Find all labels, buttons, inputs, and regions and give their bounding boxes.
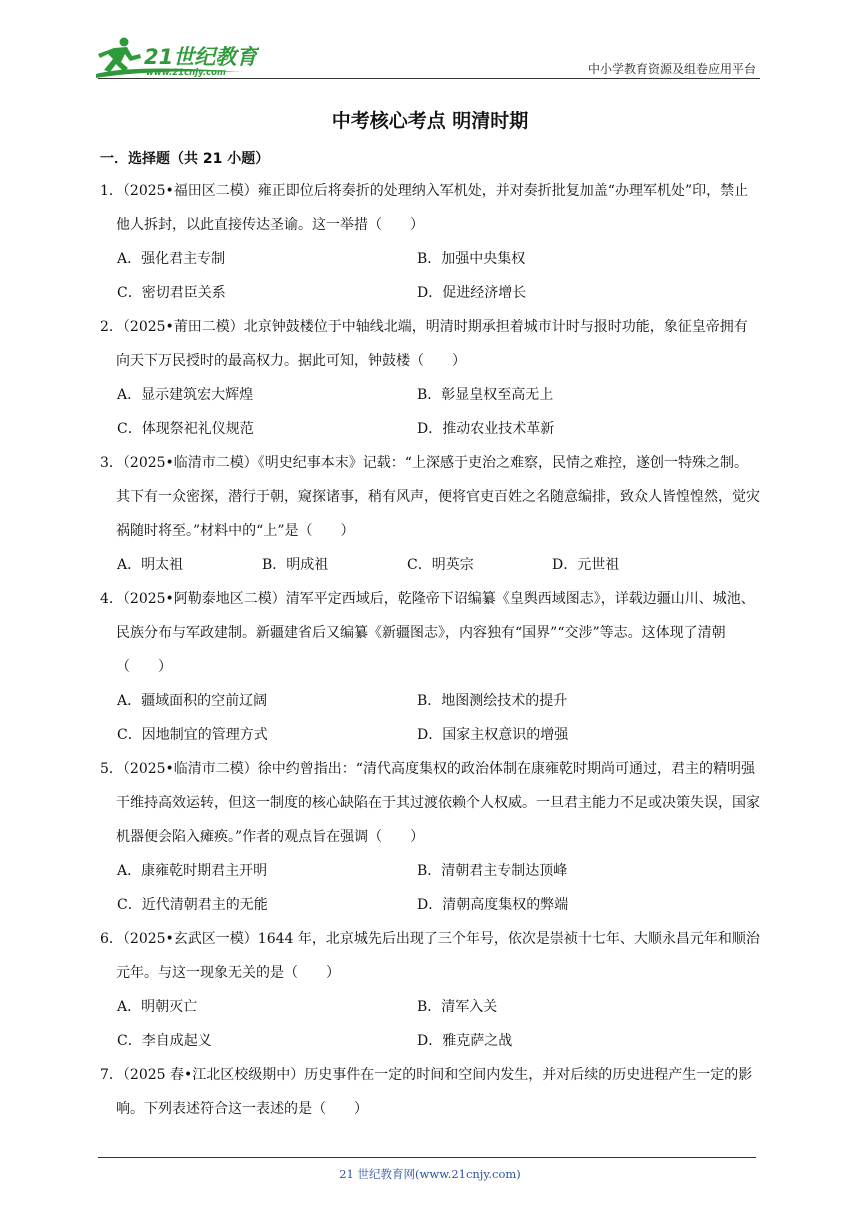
question-item [100, 922, 760, 1058]
answer-options [100, 990, 760, 1058]
answer-option[interactable]: C．李自成起义 [117, 1033, 212, 1049]
question-number: 7． [100, 1067, 123, 1083]
answer-option[interactable]: D．清朝高度集权的弊端 [417, 897, 569, 913]
question-stem [100, 922, 760, 990]
page-title: 中考核心考点 明清时期 [331, 110, 529, 132]
question-text: （2025•临清市二模）徐中约曾指出：“清代高度集权的政治体制在康雍乾时期尚可通过，君主的精明强干维持高效运转，但这一制度的核心缺陷在于其过渡依赖个人权威。一旦君主能力不足或决策失误，国家机器便会陷入瘫痪。”作者的观点旨在强调（ ） [116, 761, 760, 845]
site-logo [94, 34, 259, 80]
footer-divider [98, 1157, 756, 1158]
answer-option[interactable]: C．明英宗 [407, 557, 474, 573]
question-item [100, 752, 760, 922]
question-stem [100, 1058, 760, 1126]
question-stem [100, 310, 760, 378]
answer-option[interactable]: D．促进经济增长 [417, 285, 527, 301]
footer-text: 21 世纪教育网(www.21cnjy.com) [339, 1167, 521, 1181]
answer-option[interactable]: A．强化君主专制 [117, 251, 226, 267]
answer-options [100, 548, 760, 582]
answer-option[interactable]: B．加强中央集权 [417, 251, 526, 267]
question-text: （2025•阿勒泰地区二模）清军平定西域后，乾隆帝下诏编纂《皇舆西域图志》，详载边疆山川、城池、民族分布与军政建制。新疆建省后又编纂《新疆图志》，内容独有“国界”“交涉”等志。这体现了清朝（ ） [116, 591, 755, 675]
answer-option[interactable]: B．清朝君主专制达顶峰 [417, 863, 568, 879]
answer-option[interactable]: A．显示建筑宏大辉煌 [117, 387, 254, 403]
question-stem [100, 752, 760, 854]
answer-option[interactable]: A．康雍乾时期君主开明 [117, 863, 268, 879]
section-heading: 一．选择题（共 21 小题） [100, 151, 270, 167]
answer-option[interactable]: D．元世祖 [552, 557, 620, 573]
question-item [100, 582, 760, 752]
answer-options [100, 242, 760, 310]
question-stem [100, 174, 760, 242]
answer-option[interactable]: B．明成祖 [262, 557, 329, 573]
question-text: （2025•临清市二模）《明史纪事本末》记载：“上深感于吏治之难察，民情之难控，遂创一特殊之制。其下有一众密探，潜行于朝，窥探诸事，稍有风声，便将官吏百姓之名随意编排，致众人皆惶惶然，觉灾祸随时将至。”材料中的“上”是（ ） [116, 455, 760, 539]
question-item [100, 310, 760, 446]
answer-option[interactable]: A．疆域面积的空前辽阔 [117, 693, 268, 709]
answer-option[interactable]: C．密切君臣关系 [117, 285, 226, 301]
question-stem [100, 582, 760, 684]
answer-options [100, 378, 760, 446]
question-text: （2025•福田区二模）雍正即位后将奏折的处理纳入军机处，并对奏折批复加盖“办理军机处”印，禁止他人拆封，以此直接传达圣谕。这一举措（ ） [116, 183, 749, 233]
answer-options [100, 854, 760, 922]
question-text: （2025•玄武区一模）1644 年，北京城先后出现了三个年号，依次是崇祯十七年、大顺永昌元年和顺治元年。与这一现象无关的是（ ） [116, 931, 760, 981]
answer-option[interactable]: B．清军入关 [417, 999, 498, 1015]
question-number: 5． [100, 761, 123, 777]
question-number: 4． [100, 591, 123, 607]
logo-text: 21世纪教育 [144, 45, 258, 69]
answer-option[interactable]: A．明朝灭亡 [117, 999, 198, 1015]
header-divider [98, 78, 760, 79]
question-number: 3． [100, 455, 123, 471]
answer-option[interactable]: D．国家主权意识的增强 [417, 727, 569, 743]
answer-option[interactable]: A．明太祖 [117, 557, 184, 573]
question-text: （2025•莆田二模）北京钟鼓楼位于中轴线北端，明清时期承担着城市计时与报时功能，象征皇帝拥有向天下万民授时的最高权力。据此可知，钟鼓楼（ ） [116, 319, 748, 369]
answer-option[interactable]: C．体现祭祀礼仪规范 [117, 421, 254, 437]
question-number: 1． [100, 183, 123, 199]
answer-option[interactable]: C．近代清朝君主的无能 [117, 897, 268, 913]
answer-options [100, 684, 760, 752]
platform-name: 中小学教育资源及组卷应用平台 [587, 62, 756, 76]
question-number: 2． [100, 319, 123, 335]
logo-url: www.21cnjy.com [146, 68, 226, 78]
question-text: （2025 春•江北区校级期中）历史事件在一定的时间和空间内发生，并对后续的历史进程产生一定的影响。下列表述符合这一表述的是（ ） [116, 1067, 753, 1117]
question-item [100, 1058, 760, 1126]
answer-option[interactable]: D．雅克萨之战 [417, 1033, 513, 1049]
question-number: 6． [100, 931, 123, 947]
question-item [100, 446, 760, 582]
answer-option[interactable]: D．推动农业技术革新 [417, 421, 555, 437]
question-stem [100, 446, 760, 548]
question-item [100, 174, 760, 310]
answer-option[interactable]: C．因地制宜的管理方式 [117, 727, 268, 743]
question-list [100, 150, 760, 1126]
answer-option[interactable]: B．地图测绘技术的提升 [417, 693, 568, 709]
answer-option[interactable]: B．彰显皇权至高无上 [417, 387, 554, 403]
